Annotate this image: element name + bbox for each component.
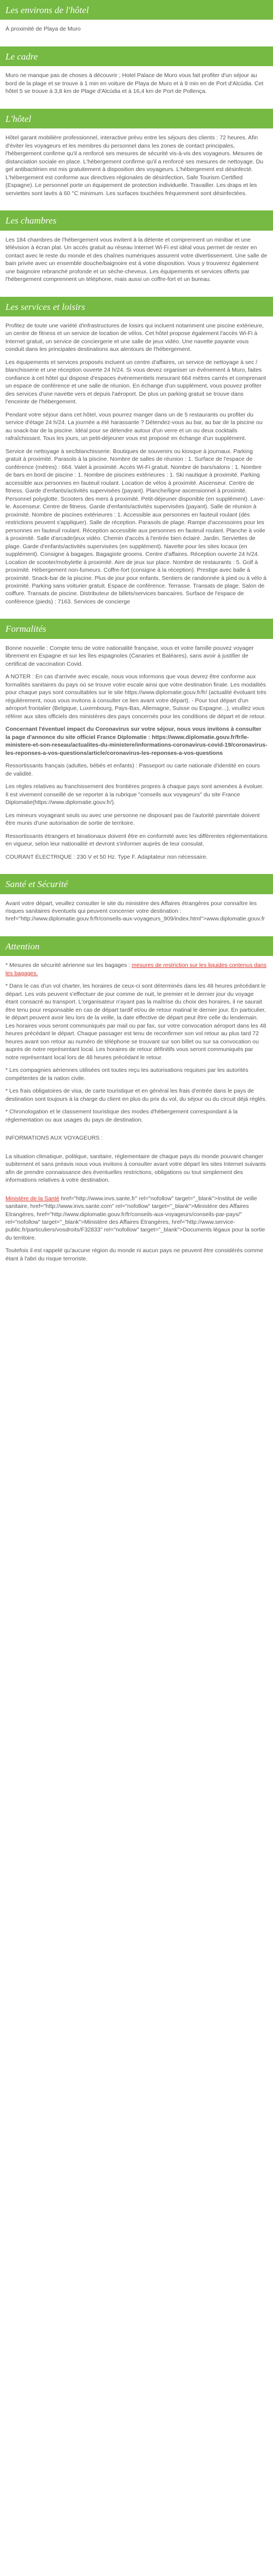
attention-text-5: * Chronologation et le classement touristique des modes d'hébergement correspondant à la réglementation ou aux usages du pays de destination. [5,1108,238,1123]
attention-text-2: * Dans le cas d'un vol charter, les horaires de ceux-ci sont déterminés dans les 48 heures précédant le départ. Les vols peuvent s'effectuer de jour comme de nuit, le premier et le dernier jour du voyage étant consacré au transport. L'organisateur n'ayant pas la maîtrise du choix des horaires, il ne saurait être tenu pour responsable en cas de départ tardif et/ou de retour matinal le dernier jour. En particulier, le départ peuvent avoir lieu lors de la veille, la date effective de départ peut être celle du lendemain. Les horaires vous seront communiqués par mail ou par fax, sur votre convocation aéroport dans les 48 heures précédant le départ. Chaque passager est tenu de reconfirmer son vol retour au plus tard 72 heures avant son retour au numéro de téléphone se trouvant sur son billet ou sur sa convocation ou auprès de notre représentant local. Les horaires de retour définitifs vous seront communiqués par notre représentant local lors de 48 heures précédant le retour. [5,983,266,1061]
section-title-attention: Attention [0,936,273,956]
formalites-text-1: Bonne nouvelle : Compte tenu de votre nationalité française, vous et votre famille pouvez voyager librement en Espagne et sur les îles espagnoles (Canaries et Baléares), sans avoir à justifier de certificat de vaccination Covid. [5,644,254,667]
liquids-restriction-link[interactable]: mesures de restriction sur les liquides contenus dans les bagages. [5,962,267,977]
attention-text-1 [5,961,268,977]
section-chambres [0,210,273,289]
attention-text-8-body: href="http://www.invs.sante.fr" rel="nofollow" target="_blank">Institut de veille sanitaire, href="http://www.invs.sante.com" rel="nofollow" target="_blank">Ministère des Affaires Etrangères, href="http://www.diplomatie.gouv.fr/fr/conseils-aux-voyageurs/conseils-par-pays/" rel="nofollow" target="_blank">Ministère des Affaires Étrangères, href="http://www.service-public.fr/particuliers/vosdroits/F32833" rel="nofollow" target="_blank">Documents légaux pour la sortie du territoire. [5,1195,265,1241]
formalites-text-4: Ressortissants français (adultes, bébés et enfants) : Passeport ou carte nationale d'identité en cours de validité. [5,762,260,777]
attention-text-6: INFORMATIONS AUX VOYAGEURS : [5,1135,103,1142]
section-cadre [0,46,273,101]
sante-text-1: Avant votre départ, veuillez consulter le site du ministère des Affaires étrangères pour connaître les risques sanitaires éventuels qui peuvent concerner votre destination : href="http://www.diplomatie.gouv.fr/fr/conseils-aux-voyageurs_909/index.html">www.diplomatie.gouv.fr [5,900,265,923]
section-title-formalites: Formalités [0,619,273,638]
attention-text-4: * Les frais obligatoires de visa, de carte touristique et en général les frais d'entrée dans le pays de destination sont toujours à la charge du client en plus du prix du vol, du séjour ou du circuit déjà réglés. [5,1088,267,1102]
section-title-environs: Les environs de l'hôtel [0,0,273,20]
section-title-chambres: Les chambres [0,210,273,230]
page [0,0,273,1268]
cadre-text: Muro ne manque pas de choses à découvrir ; Hotel Palace de Muro vous fait profiter d'un séjour au bord de la plage et se trouve à 1 min en voiture de Playa de Muro et à 9 min en de Port d'Alcúdia. Cet hôtel 5 se trouve à 3,8 km de Plage d'Alcúdia et à 16,4 km de Port de Pollença. [5,72,264,95]
attention-text-9: Toutefois il est rappelé qu'aucune région du monde ni aucun pays ne peuvent être considérés comme étant à l'abri du risque terroriste. [5,1247,263,1262]
section-services [0,297,273,612]
section-attention [0,936,273,1268]
services-text-1: Profitez de toute une variété d'infrastructures de loisirs qui incluent notamment une piscine extérieure, un centre de fitness et un service de location de vélos. Cet hôtel propose également l'accès Wi-Fi à Internet gratuit, un service de conciergerie et une salle de jeux vidéo. Une navette payante vous conduit dans les principales destinations aux alentours de l'hébergement. [5,322,264,353]
environs-text: À proximité de Playa de Muro [5,26,81,33]
section-title-hotel: L'hôtel [0,109,273,128]
section-title-services: Les services et loisirs [0,297,273,316]
hotel-text: Hôtel garant mobilière professionnel, interactive prévu entre les séjours des clients : 72 heures. Afin d'éviter les voyageurs et les membres du personnel dans les zones de contact principales, l'hébergement confirme qu'il a renforcé ses mesures de sécurité vis-à-vis des voyageurs. Mesures de distanciation sociale en place. L'hébergement confirme qu'il a renforcé ses mesures de nettoyage. Du gel antibactérien est mis gratuitement à disposition des voyageurs. L'hébergement est désinfecté. L'hébergement est conforme aux directives régionales de désinfection, Safe Tourism Certified (Espagne). Le personnel porte un équipement de protection individuelle. Travailler. Les draps et les serviettes sont lavés à 60 °C minimum. Les surfaces touchées fréquemment sont désinfectées. [5,134,264,197]
formalites-text-7: Ressortissants étrangers et binationaux doivent être en conformité avec les différentes réglementations en vigueur, selon leur nationalité et devront s'informer auprès de leur consulat. [5,832,268,848]
section-sante [0,874,273,929]
attention-text-3: * Les compagnies aériennes utilisées ont toutes reçu les autorisations requises par les autorités compétentes de la nation civile. [5,1067,248,1082]
section-title-sante: Santé et Sécurité [0,874,273,894]
attention-text-8 [5,1195,268,1242]
attention-text-7: La situation climatique, politique, sanitaire, réglementaire de chaque pays du monde pouvant changer subitement et sans préavis nous vous invitons à consulter avant votre départ les sites Internet suivants afin de prendre connaissance des éventuelles restrictions, obligations ou tout simplement des informations relatives à votre destination. [5,1153,266,1184]
services-text-2: Les équipements et services proposés incluent un centre d'affaires, un service de nettoyage à sec / blanchisserie et une réception ouverte 24 h/24. Si vous devez organiser un événement à Muro, faites confiance à cet hôtel qui dispose d'espaces événementiels mesurant 664 mètres carrés et comprenant un espace de conférence et une salle de réunion. En échange d'un supplément, vous pouvez profiter des services d'une navette vers et depuis l'aéroport. De plus un parking gratuit se trouve dans l'enceinte de l'hébergement. [5,359,266,406]
section-hotel [0,109,273,203]
formalites-text-2: A NOTER : En cas d'arrivée avec escale, nous vous informons que vous devrez être conforme aux formalités sanitaires du pays où se trouve votre escale ainsi que votre destination finale. Les modalités pour chaque pays sont consultables sur le site https://www.diplomatie.gouv.fr/fr/ (actualité évoluant très régulièrement, nous vous invitons à consulter ce lien avant votre départ). - Pour tout départ d'un aéroport frontalier (Belgique, Luxembourg, Pays-Bas, Allemagne, Suisse ou Espagne...), veuillez vous référer aux sites officiels des ministères des pays concernés pour les conditions de départ et de retour. [5,673,266,720]
section-environs [0,0,273,39]
formalites-text-5: Les règles relatives au franchissement des frontières propres à chaque pays sont amenées à évoluer. Il est vivement conseillé de se reporter à la rubrique "conseils aux voyageurs" du site France Diplomatie(https://www.diplomatie.gouv.fr/). [5,783,264,806]
section-title-cadre: Le cadre [0,46,273,66]
services-text-4: Service de nettoyage à sec/blanchisserie. Boutiques de souvenirs ou kiosque à journaux. Parking gratuit à proximité. Parasols à la piscine. Nombre de salles de réunion : 1. Surface de l'espace de conférence (mètres) : 664. Valet à proximité. Accès Wi-Fi gratuit. Nombre de bars/salons : 1. Nombre de bars en bord de piscine : 1. Nombre de piscines extérieures : 1. Ski nautique à proximité. Parking accessible aux personnes en fauteuil roulant. Location de vélos à proximité. Ascenseur. Centre de fitness. Garde d'enfants/activités supervisées (payant). Planche/ligne ascensionnel à proximité. Personnel polyglotte. Scooters des mers à proximité. Petit-déjeuner disponible (en supplément). Lave-le. Ascenseur. Centre de fitness. Garde d'enfants/activités supervisées (payant). Salle de réunion à proximité. Nombre de piscines extérieures : 1. Accessible aux personnes en fauteuil roulant (dès restrictions peuvent s'appliquer). Salle de réception. Parasols de plage. Rampe d'accessoires pour les personnes en fauteuil roulant. Réception accessible aux personnes en fauteuil roulant. Planche à voile à proximité. Salle d'arcade/jeux vidéo. Chemin d'accès à l'entrée bien éclairé. Jardin. Serviettes de plage. Garde d'enfants/activités supervisées (en supplément). Navette pour les sites locaux (en supplément). Consigne à bagages. Bagagiste grooms. Centre d'affaires. Réception ouverte 24 h/24. Location de scooter/mobylette à proximité. Aire de jeux sur place. Nombre de restaurants : 5. Golf à proximité. Hébergement non-fumeurs. Coffre-fort (consigne à la réception). Prestige avec balle à proximité. Snack-bar de la piscine. Plus de jour pour enfants. Sentiers de randonnée à pied ou à vélo à proximité. Parking sans voiturier gratuit. Espace de conférence. Terrasse. Transats de plage. Salon de coiffure. Transats de piscine. Distributeur de billets/services bancaires. Surface de l'espace de conférence (pieds) : 7163. Services de concierge [5,448,267,605]
formalites-text-3: Concernant l'éventuel impact du Coronavirus sur votre séjour, nous vous invitons à consulter la page d'annonce du site officiel France Diplomatie : https://www.diplomatie.gouv.fr/fr/le-ministere-et-son-reseau/actualites-du-ministere/informations-coronavirus-covid-19/coronavirus-les-reponses-a-vos-questions/article/coronavirus-les-reponses-a-vos-questions [5,726,268,756]
chambres-text: Les 184 chambres de l'hébergement vous invitent à la détente et comprennent un minibar et une télévision à écran plat. Un accès gratuit au réseau Internet Wi-Fi est idéal vous permet de rester en contact avec le reste du monde et des chaînes numériques assurent votre divertissement. Une salle de bain privée avec un ensemble douche/baignoire est à votre disposition. Vous y trouverez également une baignoire rebranché profonde et un sèche-cheveux. Les équipements et services offerts par l'hébergement comprennent un téléphone, mais aussi un coffre-fort et un bureau. [5,236,268,283]
formalites-text-6: Les mineurs voyageant seuls ou avec une personne ne disposant pas de l'autorité parentale doivent être munis d'une autorisation de sortie de territoire. [5,812,260,827]
ministere-sante-link[interactable]: Ministère de la Santé [5,1195,60,1202]
formalites-text-8: COURANT ÉLECTRIQUE : 230 V et 50 Hz. Type F. Adaptateur non nécessaire. [5,853,208,860]
attention-text-1-prefix: * Mesures de sécurité aérienne sur les bagages : [5,962,132,969]
section-formalites [0,619,273,866]
services-text-3: Pendant votre séjour dans cet hôtel, vous pourrez manger dans un de 5 restaurants ou profiter du service d'étage 24 h/24. La journée a été harassante ? Détendez-vous au bar, au bar de la piscine ou au snack-bar de la piscine. Idéal pour se détendre autour d'un verre et un ou deux cocktails rafraîchissant. Tous les jours, un petit-déjeuner vous est proposé en échange d'un supplément. [5,411,263,442]
